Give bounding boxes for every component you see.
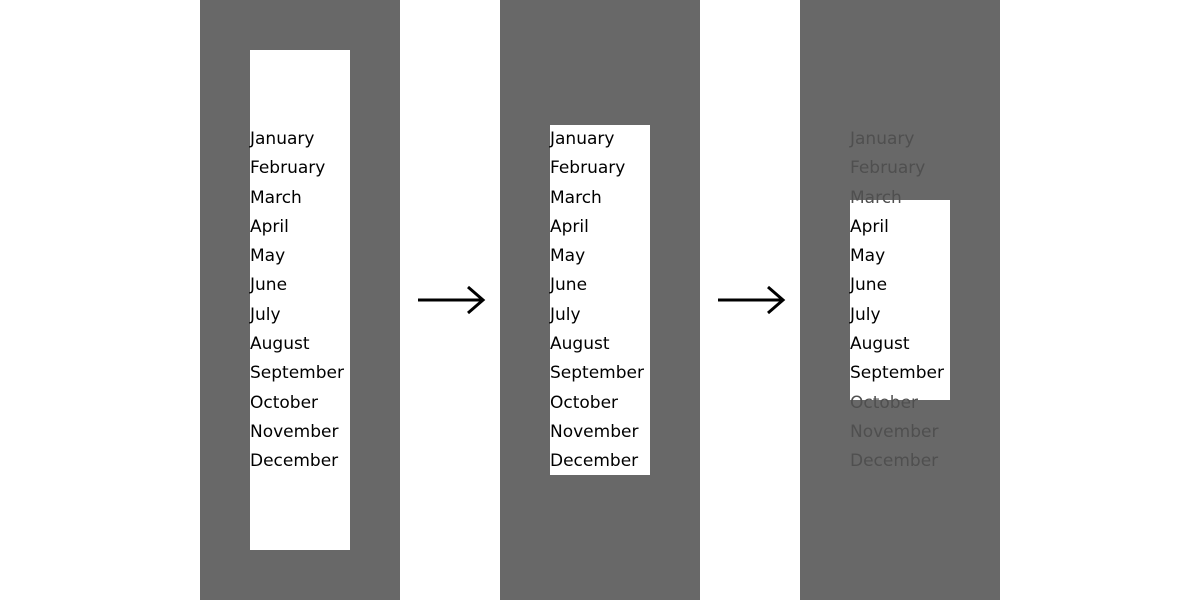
month-january: January <box>250 129 315 149</box>
panel-2 <box>500 0 700 600</box>
month-january: January <box>550 129 615 149</box>
month-june: June <box>850 275 888 296</box>
month-august: August <box>250 334 310 355</box>
month-may: May <box>250 246 286 267</box>
month-november: November <box>250 421 339 442</box>
month-april: April <box>250 216 289 237</box>
month-list-1 <box>250 125 390 477</box>
month-december: December <box>250 451 339 472</box>
month-list-2 <box>550 125 690 477</box>
month-july: July <box>850 304 881 325</box>
month-march: March <box>250 187 302 208</box>
month-april: April <box>550 216 589 237</box>
month-february: February <box>250 158 326 179</box>
month-november: November <box>550 421 639 442</box>
month-list-3 <box>850 125 990 477</box>
right-arrow-icon <box>716 284 786 316</box>
month-october: October <box>850 392 919 413</box>
month-august: August <box>550 334 610 355</box>
month-july: July <box>550 304 581 325</box>
month-march: March <box>550 187 602 208</box>
month-september: September <box>250 363 344 384</box>
right-arrow-icon <box>416 284 486 316</box>
month-june: June <box>550 275 588 296</box>
month-july: July <box>250 304 281 325</box>
month-may: May <box>550 246 586 267</box>
month-december: December <box>550 451 639 472</box>
month-october: October <box>550 392 619 413</box>
panel-3 <box>800 0 1000 600</box>
month-august: August <box>850 334 910 355</box>
month-january: January <box>850 129 915 149</box>
month-february: February <box>850 158 926 179</box>
month-november: November <box>850 421 939 442</box>
panel-1 <box>200 0 400 600</box>
month-june: June <box>250 275 288 296</box>
month-october: October <box>250 392 319 413</box>
month-september: September <box>850 363 944 384</box>
month-february: February <box>550 158 626 179</box>
month-march: March <box>850 187 902 208</box>
month-september: September <box>550 363 644 384</box>
month-december: December <box>850 451 939 472</box>
month-may: May <box>850 246 886 267</box>
month-april: April <box>850 216 889 237</box>
